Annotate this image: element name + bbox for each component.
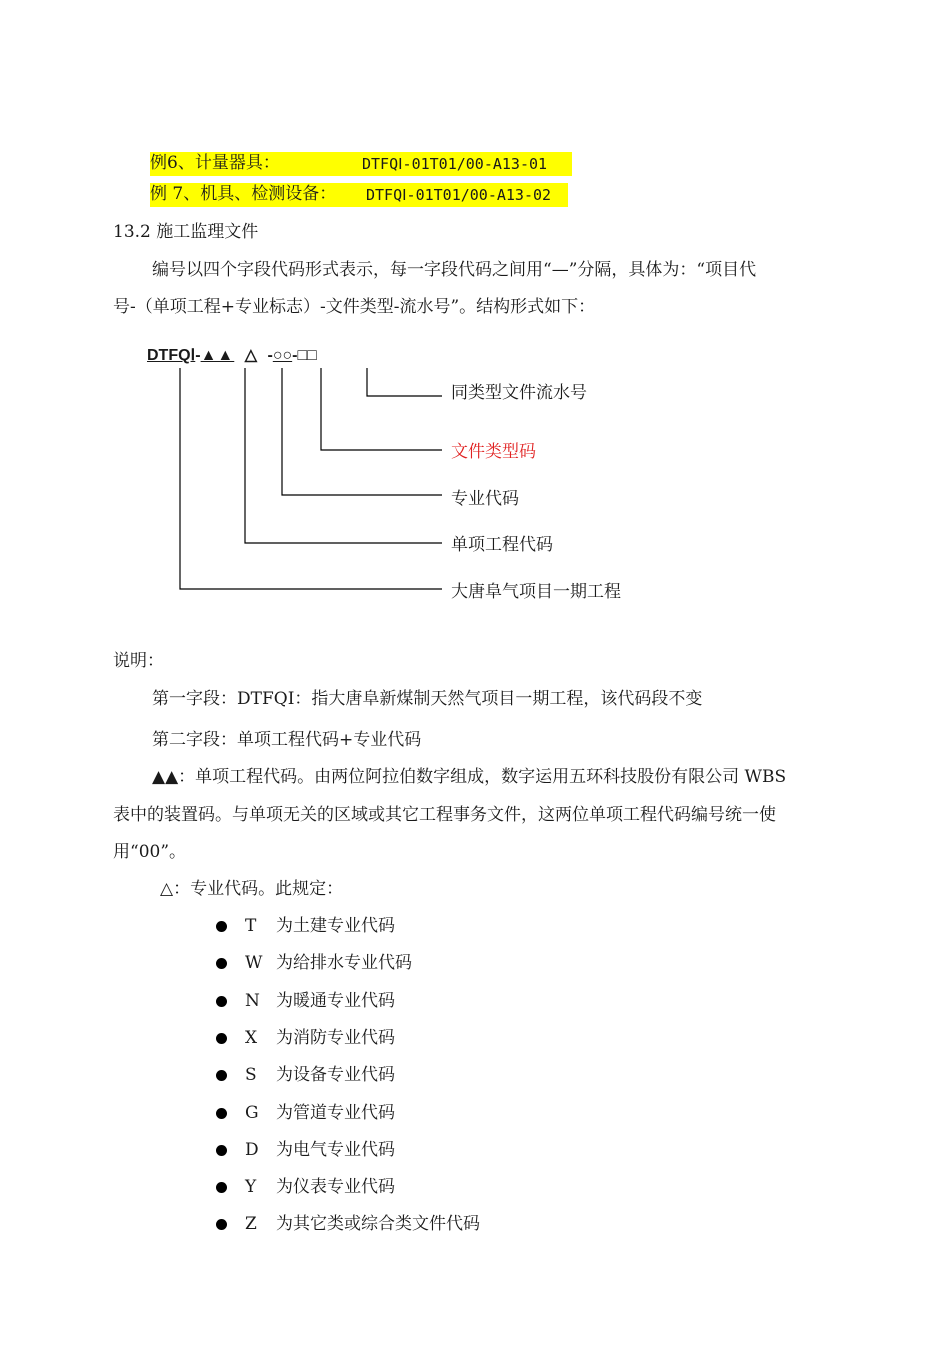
code-text: 为消防专业代码 <box>276 1028 395 1048</box>
unit-para-line-2: 表中的装置码。与单项无关的区域或其它工程事务文件，这两位单项工程代码编号统一使 <box>113 805 776 825</box>
separator: - <box>195 347 201 364</box>
separator: - <box>267 347 273 364</box>
label-unit: 单项工程代码 <box>451 535 553 555</box>
bullet-icon <box>216 958 227 969</box>
code-text: 为电气专业代码 <box>276 1140 395 1160</box>
code-letter: N <box>245 991 260 1011</box>
code-text: 为土建专业代码 <box>276 916 395 936</box>
bullet-icon <box>216 1219 227 1230</box>
example-code: DTFQⅠ-01T01/00-A13-02 <box>366 186 552 204</box>
code-letter: Z <box>245 1214 257 1234</box>
explain-title: 说明： <box>113 651 164 671</box>
unit-placeholder: ▲▲ <box>200 347 235 364</box>
code-text: 为给排水专业代码 <box>276 953 412 973</box>
field-2: 第二字段：单项工程代码+专业代码 <box>152 730 422 750</box>
bullet-icon <box>216 996 227 1007</box>
example-label: 例 7、机具、检测设备： <box>150 184 337 204</box>
bullet-icon <box>216 1182 227 1193</box>
code-letter: G <box>245 1103 259 1123</box>
code-letter: D <box>245 1140 259 1160</box>
code-letter: T <box>245 916 257 936</box>
section-heading: 13.2 施工监理文件 <box>113 222 259 242</box>
unit-para-line-1: ▲▲：单项工程代码。由两位阿拉伯数字组成，数字运用五环科技股份有限公司 WBS <box>152 767 787 787</box>
code-text: 为管道专业代码 <box>276 1103 395 1123</box>
discipline-placeholder: △ <box>244 347 258 364</box>
intro-line-2: 号-（单项工程+专业标志）-文件类型-流水号”。结构形式如下： <box>113 297 596 317</box>
label-serial: 同类型文件流水号 <box>451 383 587 403</box>
code-text: 为设备专业代码 <box>276 1065 395 1085</box>
code-text: 为仪表专业代码 <box>276 1177 395 1197</box>
doc-type-placeholder: ○○ <box>272 347 293 364</box>
discipline-intro: △：专业代码。此规定： <box>160 879 344 899</box>
bullet-icon <box>216 1070 227 1081</box>
bullet-icon <box>216 1033 227 1044</box>
code-text: 为暖通专业代码 <box>276 991 395 1011</box>
separator: - <box>292 347 298 364</box>
label-project: 大唐阜气项目一期工程 <box>451 582 621 602</box>
field-1: 第一字段：DTFQⅠ：指大唐阜新煤制天然气项目一期工程，该代码段不变 <box>152 689 703 709</box>
bullet-icon <box>216 1108 227 1119</box>
code-text: 为其它类或综合类文件代码 <box>276 1214 480 1234</box>
unit-para-line-3: 用“00”。 <box>113 842 187 862</box>
intro-line-1: 编号以四个字段代码形式表示，每一字段代码之间用“—”分隔，具体为：“项目代 <box>152 260 757 280</box>
bullet-icon <box>216 921 227 932</box>
serial-placeholder: □□ <box>297 347 317 364</box>
bullet-icon <box>216 1145 227 1156</box>
code-letter: S <box>245 1065 257 1085</box>
code-letter: X <box>245 1028 258 1048</box>
example-label: 例6、计量器具： <box>150 153 280 173</box>
label-discipline: 专业代码 <box>451 489 519 509</box>
project-code: DTFQⅠ <box>147 347 196 364</box>
example-code: DTFQⅠ-01T01/00-A13-01 <box>362 155 548 173</box>
code-letter: Y <box>245 1177 257 1197</box>
code-letter: W <box>245 953 263 973</box>
label-doc-type: 文件类型码 <box>451 442 536 462</box>
